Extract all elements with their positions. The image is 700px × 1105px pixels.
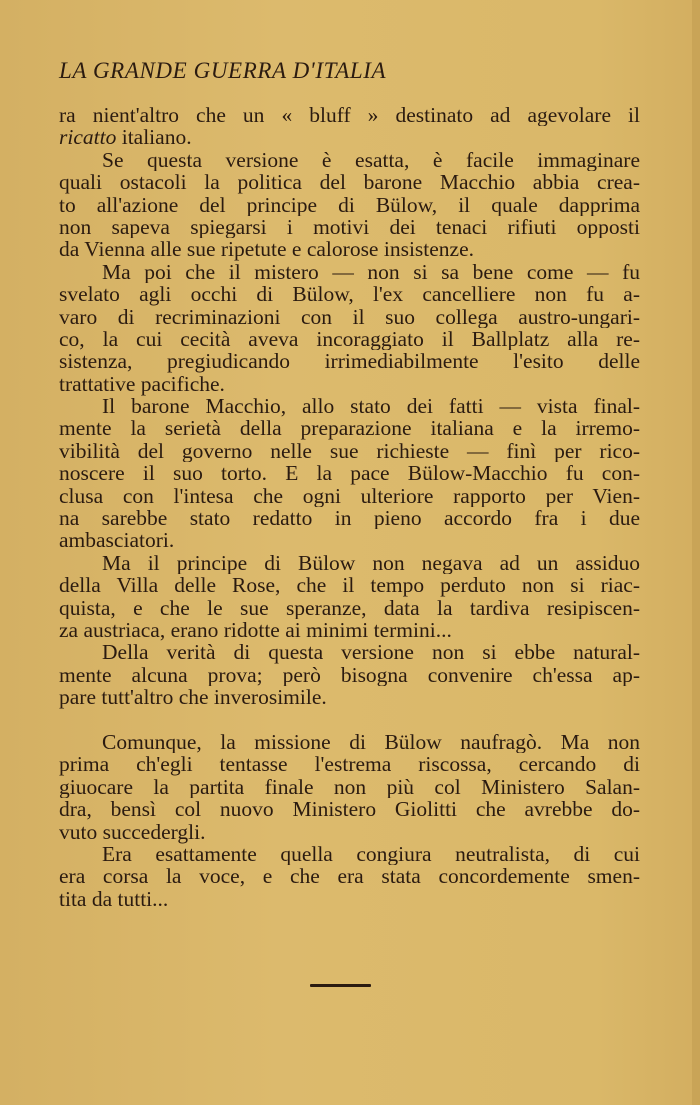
- text-line: varo di recriminazioni con il suo collega austro-ungari-: [59, 305, 640, 328]
- text-line: da Vienna alle sue ripetute e calorose insistenze.: [59, 237, 475, 262]
- running-header: LA GRANDE GUERRA D'ITALIA: [59, 58, 387, 83]
- text-line: prima ch'egli tentasse l'estrema riscossa, cercando di: [59, 753, 640, 776]
- italic-word: ricatto: [59, 125, 117, 150]
- page-edge: [692, 0, 700, 1105]
- paragraph: [59, 843, 640, 910]
- text-line: vuto succedergli.: [59, 819, 206, 844]
- text-line: Ma il principe di Bülow non negava ad un assiduo: [102, 551, 640, 575]
- text-line: giuocare la partita finale non più col Ministero Salan-: [59, 775, 640, 799]
- text-line: quali ostacoli la politica del barone Macchio abbia crea-: [59, 171, 640, 194]
- paragraph: [59, 641, 640, 708]
- paragraph: [59, 731, 640, 843]
- text-line: Comunque, la missione di Bülow naufragò. Ma non: [102, 730, 640, 754]
- text-line: co, la cui cecità aveva incoraggiato il Ballplatz alla re-: [59, 327, 640, 351]
- text-line: era corsa la voce, e che era stata concordemente smen-: [59, 865, 640, 888]
- paragraph: [59, 261, 640, 395]
- text-line: pare tutt'altro che inverosimile.: [59, 685, 327, 710]
- text-line: svelato agli occhi di Bülow, l'ex cancelliere non fu a-: [59, 283, 640, 306]
- text-line: vibilità del governo nelle sue richieste — finì per rico-: [59, 439, 640, 463]
- text-line: Ma poi che il mistero — non si sa bene come — fu: [102, 260, 640, 284]
- text-line: non sapeva spiegarsi i motivi dei tenaci rifiuti opposti: [59, 215, 640, 239]
- text-line: mente la serietà della preparazione italiana e la irremo-: [59, 417, 640, 440]
- text-line: za austriaca, erano ridotte ai minimi termini...: [59, 617, 452, 642]
- paragraph: [59, 149, 640, 261]
- text-line: Il barone Macchio, allo stato dei fatti — vista final-: [102, 395, 640, 418]
- text-line: ricatto italiano.: [59, 125, 192, 150]
- text-line: tita da tutti...: [59, 886, 169, 911]
- paragraph-gap: [59, 709, 640, 731]
- text-line: to all'azione del principe di Bülow, il quale dapprima: [59, 193, 640, 216]
- text-line: Era esattamente quella congiura neutralista, di cui: [102, 842, 640, 866]
- text-line: mente alcuna prova; però bisogna convenire ch'essa ap-: [59, 663, 640, 687]
- text-line: sistenza, pregiudicando irrimediabilmente l'esito delle: [59, 350, 640, 373]
- body-text: [59, 104, 640, 910]
- text-line: trattative pacifiche.: [59, 371, 225, 396]
- text-line: Della verità di questa versione non si ebbe natural-: [102, 641, 640, 664]
- text-line: ambasciatori.: [59, 528, 175, 553]
- text-line: ra nient'altro che un « bluff » destinato ad agevolare il: [59, 104, 640, 127]
- section-end-rule: [310, 984, 371, 987]
- text-line: noscere il suo torto. E la pace Bülow-Macchio fu con-: [59, 462, 640, 485]
- text-line: quista, e che le sue speranze, data la tardiva resipiscen-: [59, 596, 640, 619]
- paragraph: [59, 104, 640, 149]
- text-line: dra, bensì col nuovo Ministero Giolitti che avrebbe do-: [59, 798, 640, 821]
- text-line: della Villa delle Rose, che il tempo perduto non si riac-: [59, 574, 640, 597]
- text-line: clusa con l'intesa che ogni ulteriore rapporto per Vien-: [59, 484, 640, 508]
- paragraph: [59, 395, 640, 552]
- text-line: na sarebbe stato redatto in pieno accordo fra i due: [59, 507, 640, 530]
- paragraph: [59, 552, 640, 642]
- text-line: Se questa versione è esatta, è facile immaginare: [102, 148, 640, 172]
